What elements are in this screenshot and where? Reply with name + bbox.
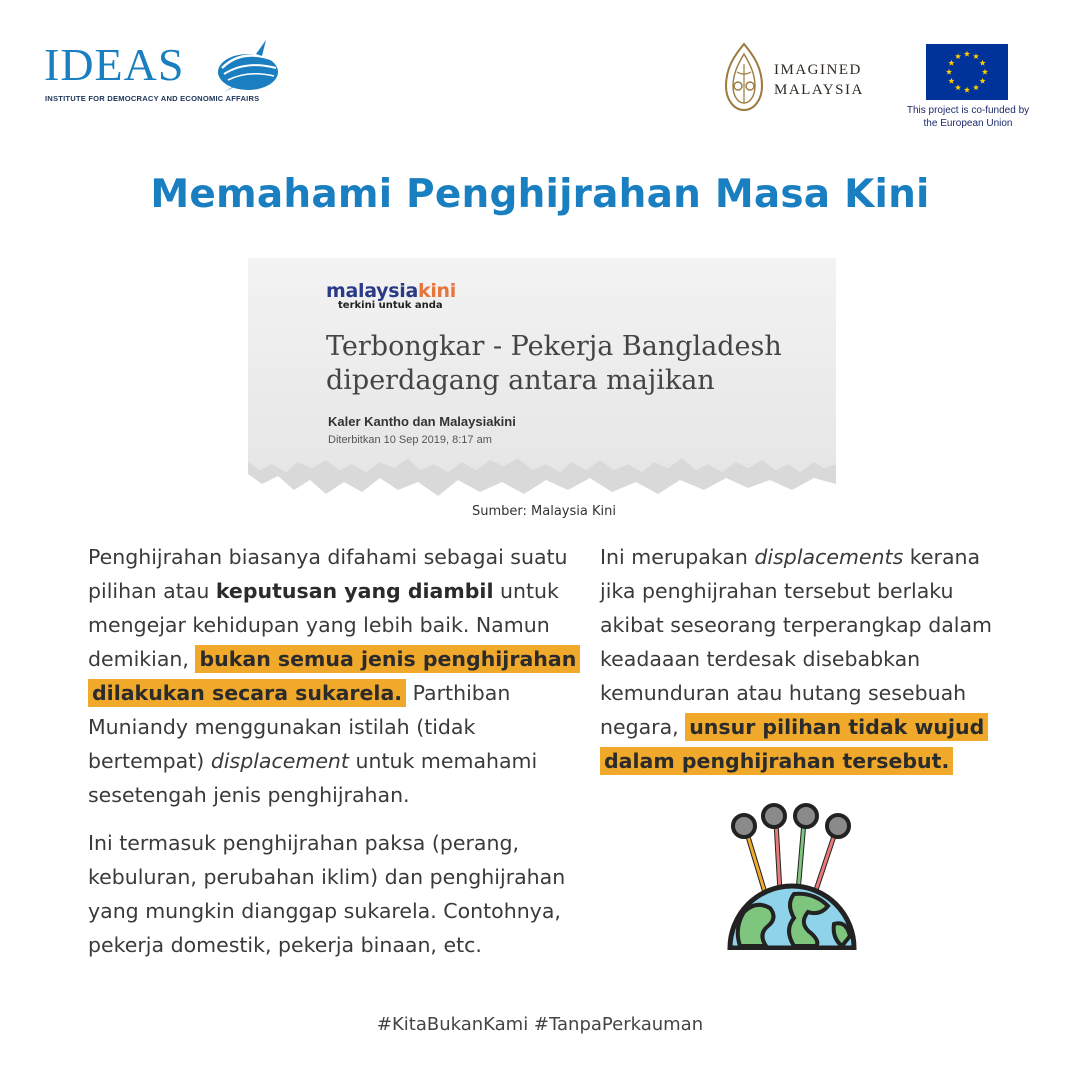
ideas-logo [44,39,274,114]
page-title: Memahami Penghijrahan Masa Kini [150,172,930,217]
left-paragraph-2: Ini termasuk penghijrahan paksa (perang, kebuluran, perubahan iklim) dan penghijrahan yang mungkin dianggap sukarela. Contohnya, pekerja domestik, pekerja binaan, etc. [88,831,566,957]
ideas-logo-wordmark: IDEAS [44,39,185,90]
imagined-malaysia-line2: MALAYSIA [774,82,864,98]
malaysiakini-brand-main: malaysia [326,280,418,302]
right-paragraph [600,540,1020,778]
malaysiakini-brand [326,280,456,302]
highlighted-phrase: unsur pilihan tidak wujud dalam penghijrahan tersebut. [600,713,988,775]
bird-icon [212,38,280,94]
clipping-headline-line1: Terbongkar - Pekerja Bangladesh [326,331,782,362]
text-span: untuk mengejar kehidupan yang lebih baik. Namun demikian, [88,579,559,671]
text-span: kerana jika penghijrahan tersebut berlaku akibat seseorang terperangkap dalam keadaaan terdesak disebabkan kemunduran atau hutang sesebuah negara, [600,545,993,739]
right-column [600,540,1020,778]
hashtags: #KitaBukanKami #TanpaPerkauman [376,1014,704,1035]
globe-with-pins-icon [722,800,862,950]
text-span: Penghijrahan biasanya difahami sebagai suatu pilihan atau [88,545,568,603]
wayang-emblem-icon [724,42,764,112]
clipping-headline-line2: diperdagang antara majikan [326,365,715,396]
source-caption: Sumber: Malaysia Kini [472,504,616,519]
eu-funding-line1: This project is co-funded by [906,105,1030,116]
clipping-date: Diterbitkan 10 Sep 2019, 8:17 am [328,434,492,446]
left-paragraph-1 [88,540,588,812]
highlighted-phrase: bukan semua jenis penghijrahan dilakukan secara sukarela. [88,645,580,707]
imagined-malaysia-line1: IMAGINED [774,62,862,78]
eu-flag-icon [926,44,1008,100]
text-span: Parthiban Muniandy menggunakan istilah (tidak bertempat) [88,681,511,773]
left-column [88,540,588,962]
italic-term: displacements [754,545,904,569]
text-span: Ini merupakan [600,545,755,569]
eu-funding-text [898,104,1038,130]
malaysiakini-logo [326,280,456,311]
text-span: untuk memahami sesetengah jenis penghijrahan. [88,749,538,807]
ideas-logo-subtitle: INSTITUTE FOR DEMOCRACY AND ECONOMIC AFFAIRS [45,94,260,103]
news-clipping [248,258,836,498]
bold-phrase: keputusan yang diambil [215,579,494,603]
clipping-headline [326,330,796,398]
eu-funding-line2: the European Union [923,118,1013,129]
malaysiakini-brand-accent: kini [418,280,456,302]
italic-term: displacement [210,749,349,773]
clipping-author: Kaler Kantho dan Malaysiakini [328,414,516,429]
malaysiakini-tagline: terkini untuk anda [338,300,443,311]
imagined-malaysia-logo [724,42,894,112]
eu-logo [898,44,1038,134]
